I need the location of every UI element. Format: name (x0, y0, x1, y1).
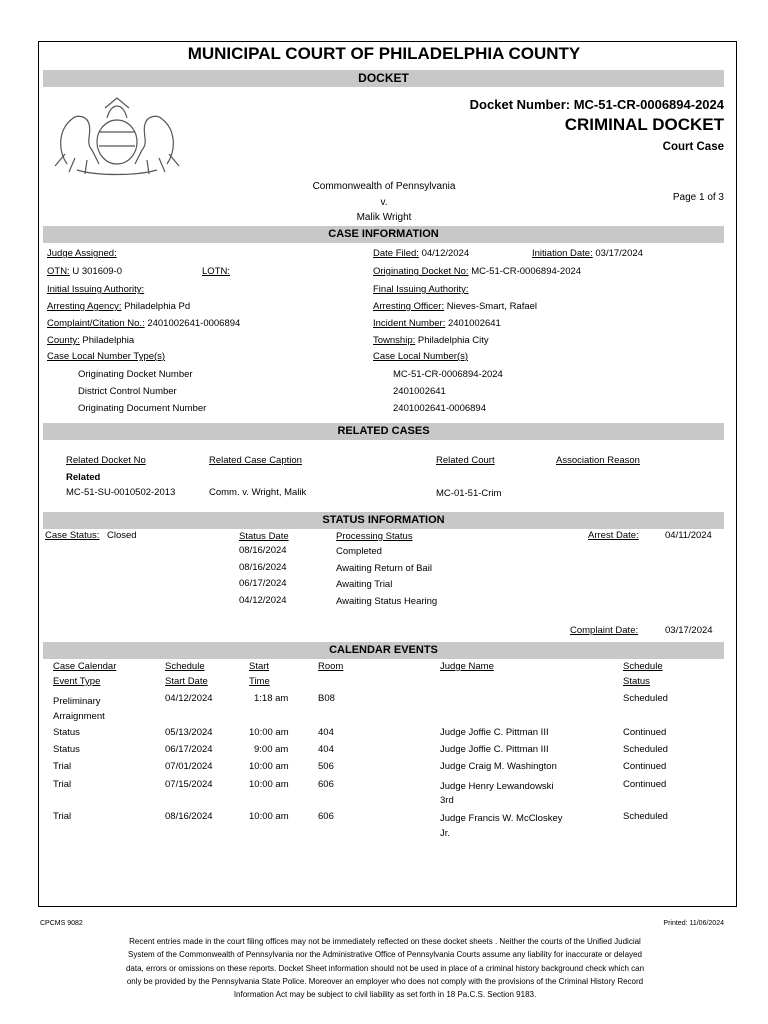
related-cases-bar: RELATED CASES (43, 423, 724, 440)
event-status: Scheduled (623, 744, 668, 755)
event-room: 606 (318, 811, 334, 822)
status-date-header: Status Date (239, 531, 289, 542)
start-time-header: Start (249, 661, 270, 672)
event-judge: Judge Henry Lewandowski (440, 781, 554, 792)
arrest-date: 04/11/2024 (665, 530, 712, 541)
docket-number: Docket Number: MC-51-CR-0006894-2024 (469, 97, 724, 112)
event-status: Scheduled (623, 693, 668, 704)
event-judge: Judge Joffie C. Pittman III (440, 727, 549, 738)
lotn-label: LOTN: (202, 266, 230, 277)
event-judge: Jr. (440, 828, 451, 839)
event-date: 07/01/2024 (165, 761, 213, 772)
event-type: Trial (53, 779, 72, 790)
complaint-date: 03/17/2024 (665, 625, 713, 636)
complaint-date-label: Complaint Date: (570, 625, 639, 636)
schedule-start-date-header: Schedule (165, 661, 205, 672)
incident-number: Incident Number: 2401002641 (373, 318, 501, 329)
processing-status: Awaiting Status Hearing (336, 596, 438, 607)
final-issuing-label: Final Issuing Authority: (373, 284, 469, 295)
related-court-header: Related Court (436, 455, 495, 466)
event-time: 9:00 am (254, 744, 289, 755)
event-type: Trial (53, 811, 72, 822)
pennsylvania-seal-icon (47, 94, 187, 178)
township: Township: Philadelphia City (373, 335, 489, 346)
local-type: Originating Document Number (78, 403, 207, 414)
processing-status: Awaiting Return of Bail (336, 563, 432, 574)
event-type: Preliminary (53, 696, 101, 707)
local-type: District Control Number (78, 386, 177, 397)
event-time: 1:18 am (254, 693, 289, 704)
status-info-bar: STATUS INFORMATION (43, 512, 724, 529)
complaint-number: Complaint/Citation No.: 2401002641-0006894 (47, 318, 241, 329)
initiation-date: Initiation Date: 03/17/2024 (532, 248, 643, 259)
schedule-start-date-header: Start Date (165, 676, 208, 687)
otn: OTN: U 301609-0 (47, 266, 122, 277)
judge-name-header: Judge Name (440, 661, 494, 672)
initial-issuing-label: Initial Issuing Authority: (47, 284, 145, 295)
status-date: 08/16/2024 (239, 545, 287, 556)
judge-assigned-label: Judge Assigned: (47, 248, 117, 259)
status-date: 04/12/2024 (239, 595, 287, 606)
related-docket: MC-51-SU-0010502-2013 (66, 487, 176, 498)
processing-status: Awaiting Trial (336, 579, 393, 590)
processing-status-header: Processing Status (336, 531, 413, 542)
local-number-label: Case Local Number(s) (373, 351, 469, 362)
form-number: CPCMS 9082 (40, 920, 83, 927)
related-caption-header: Related Case Caption (209, 455, 302, 466)
related-caption: Comm. v. Wright, Malik (209, 487, 307, 498)
disclaimer (80, 935, 690, 1001)
originating-docket: Originating Docket No: MC-51-CR-0006894-2024 (373, 266, 582, 277)
event-judge: 3rd (440, 795, 454, 806)
association-reason-header: Association Reason (556, 455, 640, 466)
event-type: Status (53, 727, 80, 738)
start-time-header: Time (249, 676, 270, 687)
disclaimer-line: Information Act may be subject to civil liability as set forth in 18 Pa.C.S. Section 9183. (233, 990, 537, 1000)
schedule-status-header: Status (623, 676, 650, 687)
event-judge: Judge Francis W. McCloskey (440, 813, 563, 824)
local-number: MC-51-CR-0006894-2024 (393, 369, 503, 380)
event-status: Continued (623, 727, 667, 738)
disclaimer-line: System of the Commonwealth of Pennsylvania nor the Administrative Office of Pennsylvania Courts assume any liability for inaccurate or delayed (128, 950, 642, 960)
event-status: Scheduled (623, 811, 668, 822)
caption-line-1: Commonwealth of Pennsylvania (312, 181, 456, 192)
arresting-agency: Arresting Agency: Philadelphia Pd (47, 301, 191, 312)
disclaimer-line: only be provided by the Pennsylvania State Police. Moreover an employer who does not comply with the provisions of the Criminal History Record (126, 976, 644, 986)
caption-line-2: v. (380, 197, 388, 208)
event-type: Status (53, 744, 80, 755)
event-date: 08/16/2024 (165, 811, 213, 822)
event-status: Continued (623, 779, 667, 790)
docket-bar: DOCKET (43, 70, 724, 87)
event-time: 10:00 am (249, 779, 289, 790)
caption-line-3: Malik Wright (356, 212, 412, 223)
event-judge: Judge Craig M. Washington (440, 761, 557, 772)
case-info-bar: CASE INFORMATION (43, 226, 724, 243)
event-type: Trial (53, 761, 72, 772)
event-date: 04/12/2024 (165, 693, 213, 704)
page-number: Page 1 of 3 (672, 192, 724, 203)
local-number: 2401002641 (393, 386, 446, 397)
local-type: Originating Docket Number (78, 369, 193, 380)
event-room: 506 (318, 761, 334, 772)
date-filed: Date Filed: 04/12/2024 (373, 248, 470, 259)
event-type-header: Case Calendar (53, 661, 117, 672)
status-date: 08/16/2024 (239, 562, 287, 573)
docket-type: CRIMINAL DOCKET (564, 115, 724, 134)
event-time: 10:00 am (249, 727, 289, 738)
related-docket-header: Related Docket No (66, 455, 146, 466)
disclaimer-line: Recent entries made in the court filing offices may not be immediately reflected on these docket sheets . Neither the courts of the Unified Judicial (129, 937, 641, 946)
schedule-status-header: Schedule (623, 661, 663, 672)
case-status-label: Case Status: (45, 530, 100, 541)
local-number: 2401002641-0006894 (393, 403, 486, 414)
event-room: 404 (318, 744, 334, 755)
local-type-label: Case Local Number Type(s) (47, 351, 166, 362)
case-status: Closed (107, 530, 137, 541)
event-room: B08 (318, 693, 335, 704)
processing-status: Completed (336, 546, 382, 557)
calendar-events-bar: CALENDAR EVENTS (43, 642, 724, 659)
event-room: 404 (318, 727, 334, 738)
event-status: Continued (623, 761, 667, 772)
related-group-label: Related (66, 472, 101, 483)
printed-date: Printed: 11/06/2024 (663, 920, 724, 927)
disclaimer-line: data, errors or omissions on these reports. Docket Sheet information should not be used in place of a criminal history background check which can (125, 963, 645, 973)
event-type: Arraignment (53, 711, 105, 722)
event-date: 07/15/2024 (165, 779, 213, 790)
case-type: Court Case (662, 141, 724, 153)
status-date: 06/17/2024 (239, 578, 287, 589)
event-judge: Judge Joffie C. Pittman III (440, 744, 549, 755)
event-room: 606 (318, 779, 334, 790)
arrest-date-label: Arrest Date: (588, 530, 639, 541)
related-court: MC-01-51-Crim (436, 488, 502, 499)
county: County: Philadelphia (47, 335, 135, 346)
court-title: MUNICIPAL COURT OF PHILADELPHIA COUNTY (187, 44, 581, 63)
event-date: 06/17/2024 (165, 744, 213, 755)
event-time: 10:00 am (249, 811, 289, 822)
event-type-header: Event Type (53, 676, 101, 687)
arresting-officer: Arresting Officer: Nieves-Smart, Rafael (373, 301, 538, 312)
room-header: Room (318, 661, 344, 672)
event-time: 10:00 am (249, 761, 289, 772)
event-date: 05/13/2024 (165, 727, 213, 738)
